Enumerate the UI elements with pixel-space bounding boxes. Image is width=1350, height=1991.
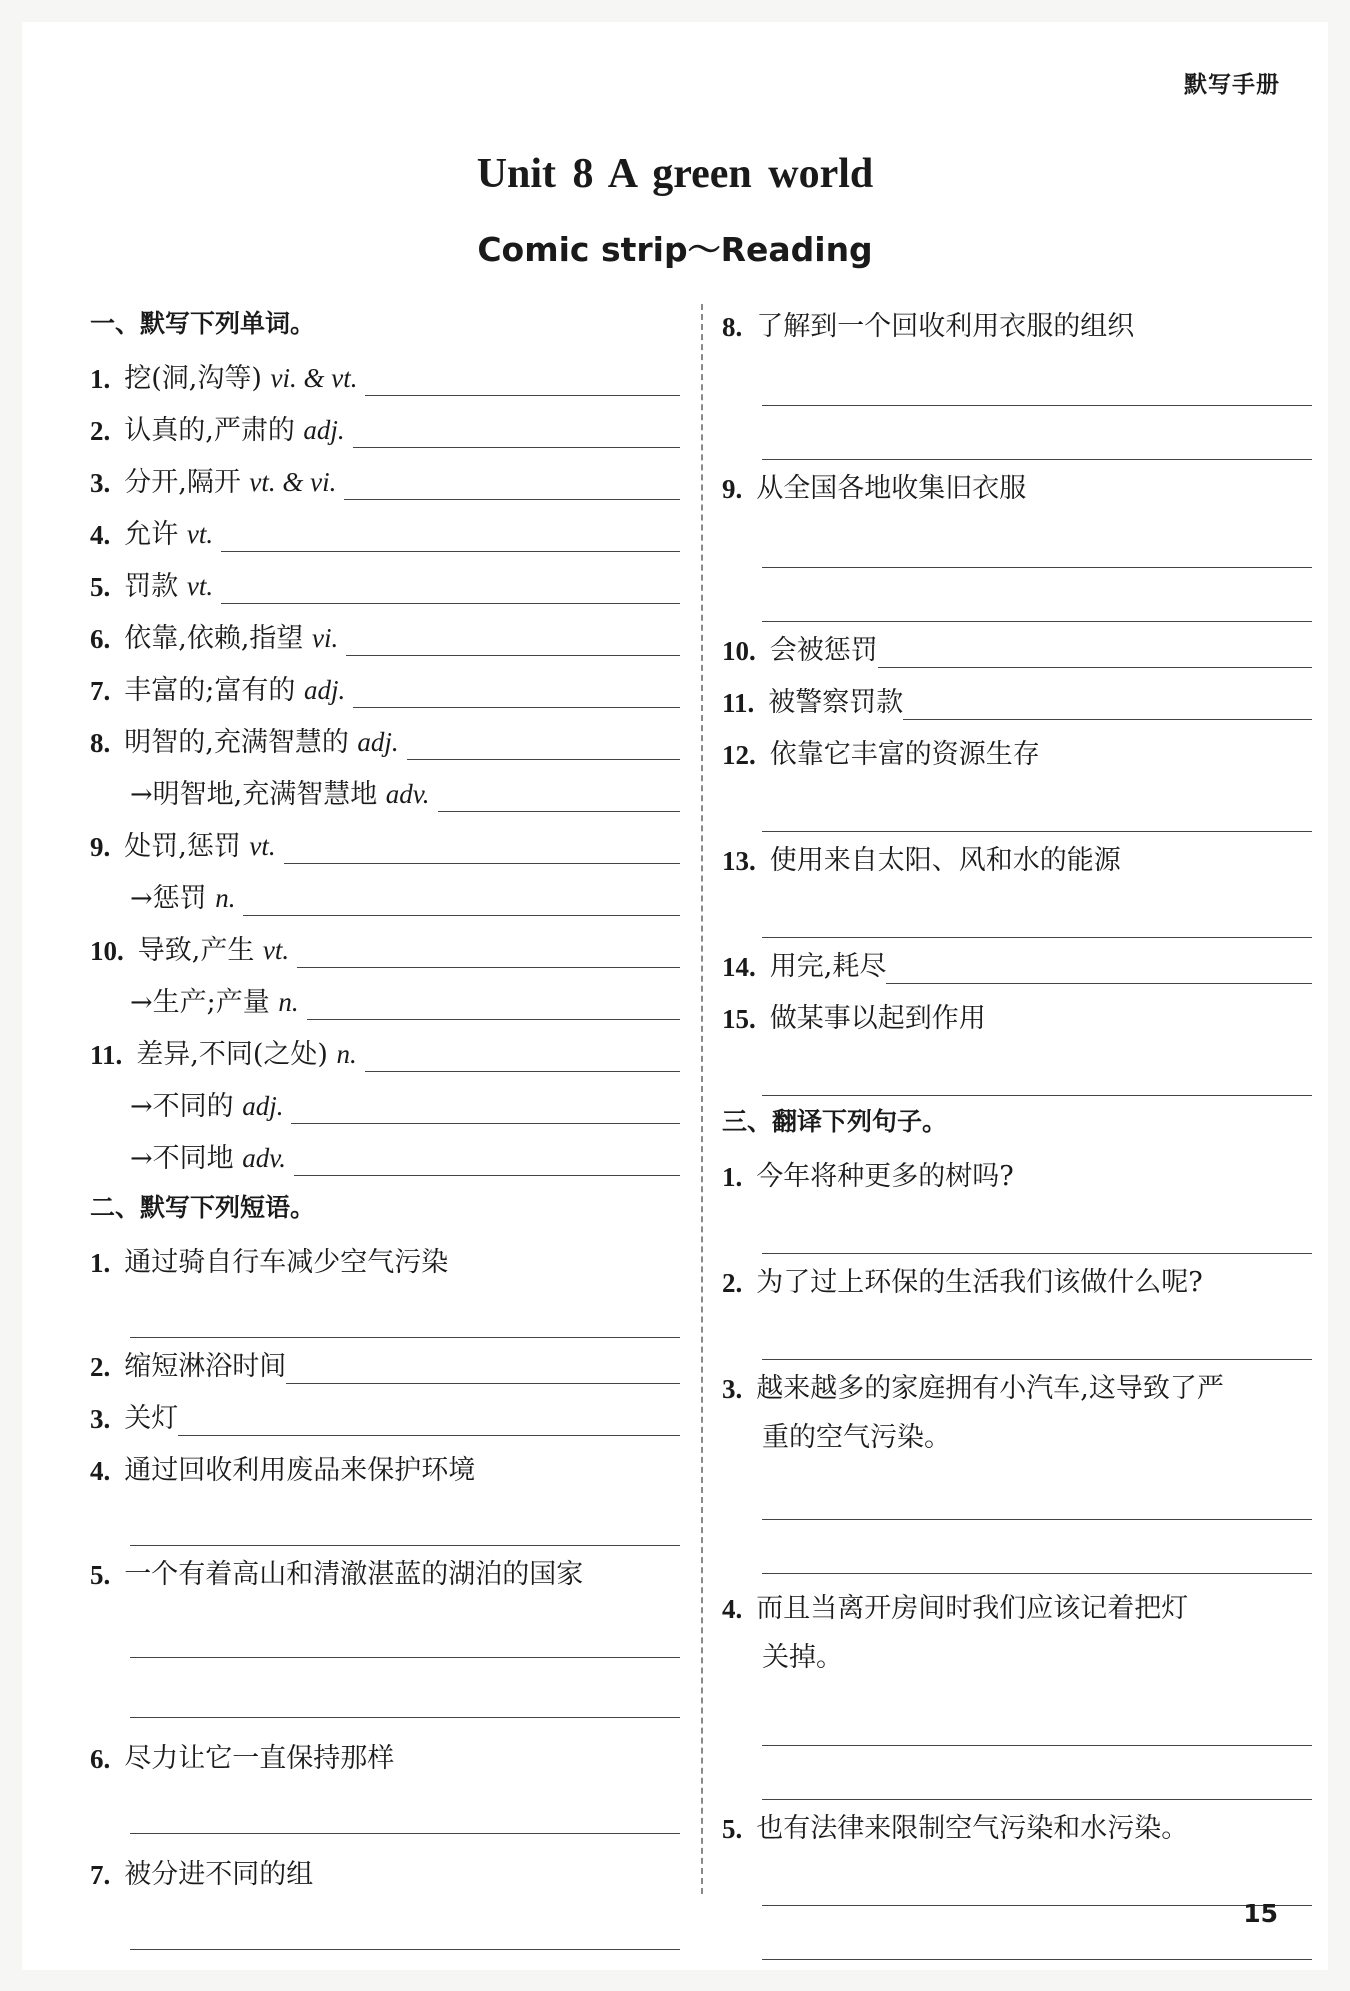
right-column xyxy=(722,298,1312,1960)
answer-line[interactable] xyxy=(878,637,1312,668)
answer-line[interactable] xyxy=(762,1906,1312,1960)
word-item-derived: →惩罚 n. xyxy=(90,870,680,922)
word-item-derived: →明智地,充满智慧地 adv. xyxy=(90,766,680,818)
answer-line[interactable] xyxy=(178,1405,680,1436)
sentence-item: 5. 也有法律来限制空气污染和水污染。 xyxy=(722,1813,1189,1844)
phrase-item: 1. 通过骑自行车减少空气污染 xyxy=(90,1247,449,1278)
answer-line[interactable] xyxy=(286,1353,680,1384)
phrase-item: 7. 被分进不同的组 xyxy=(90,1859,314,1890)
answer-line[interactable] xyxy=(221,573,680,604)
phrase-item: 13. 使用来自太阳、风和水的能源 xyxy=(722,845,1121,876)
word-item: 8. 明智的,充满智慧的 adj. xyxy=(90,714,680,766)
word-item: 6. 依靠,依赖,指望 vi. xyxy=(90,610,680,662)
answer-line[interactable] xyxy=(407,729,680,760)
answer-line[interactable] xyxy=(762,406,1312,460)
answer-line[interactable] xyxy=(762,1746,1312,1800)
page-number: 15 xyxy=(1243,1899,1278,1928)
phrase-item: 5. 一个有着高山和清澈湛蓝的湖泊的国家 xyxy=(90,1559,584,1590)
answer-line[interactable] xyxy=(291,1093,680,1124)
sentence-item: 4. 而且当离开房间时我们应该记着把灯 xyxy=(722,1593,1189,1624)
word-item: 1. 挖(洞,沟等) vi. & vt. xyxy=(90,350,680,402)
answer-line[interactable] xyxy=(762,778,1312,832)
answer-line[interactable] xyxy=(307,989,680,1020)
answer-line[interactable] xyxy=(346,625,680,656)
page-subtitle: Comic strip～Reading xyxy=(477,230,873,269)
phrase-item: 8. 了解到一个回收利用衣服的组织 xyxy=(722,311,1135,342)
word-item-derived: →不同地 adv. xyxy=(90,1130,680,1182)
answer-line[interactable] xyxy=(294,1145,680,1176)
left-column xyxy=(90,298,680,1950)
answer-line[interactable] xyxy=(886,953,1312,984)
word-item: 5. 罚款 vt. xyxy=(90,558,680,610)
answer-line[interactable] xyxy=(344,469,680,500)
phrase-item: 4. 通过回收利用废品来保护环境 xyxy=(90,1455,476,1486)
answer-line[interactable] xyxy=(243,885,680,916)
answer-line[interactable] xyxy=(903,689,1312,720)
word-item-derived: →不同的 adj. xyxy=(90,1078,680,1130)
section-title-sentences: 三、翻译下列句子。 xyxy=(722,1107,948,1136)
worksheet-page xyxy=(22,22,1328,1970)
answer-line[interactable] xyxy=(762,1306,1312,1360)
answer-line[interactable] xyxy=(365,1041,680,1072)
answer-line[interactable] xyxy=(762,884,1312,938)
word-item-derived: →生产;产量 n. xyxy=(90,974,680,1026)
answer-line[interactable] xyxy=(130,1658,680,1718)
word-item: 2. 认真的,严肃的 adj. xyxy=(90,402,680,454)
sentence-item: 1. 今年将种更多的树吗? xyxy=(722,1161,1014,1192)
phrase-item: 3. 关灯 xyxy=(90,1390,680,1442)
word-item: 10. 导致,产生 vt. xyxy=(90,922,680,974)
answer-line[interactable] xyxy=(762,568,1312,622)
answer-line[interactable] xyxy=(365,365,680,396)
answer-line[interactable] xyxy=(284,833,680,864)
column-divider xyxy=(701,304,703,1894)
sentence-continuation: 关掉。 xyxy=(762,1642,843,1673)
word-item: 9. 处罚,惩罚 vt. xyxy=(90,818,680,870)
word-item: 7. 丰富的;富有的 adj. xyxy=(90,662,680,714)
answer-line[interactable] xyxy=(762,1684,1312,1746)
sentence-continuation: 重的空气污染。 xyxy=(762,1422,951,1453)
section-title-phrases: 二、默写下列短语。 xyxy=(90,1193,316,1222)
sentence-item: 2. 为了过上环保的生活我们该做什么呢? xyxy=(722,1267,1203,1298)
answer-line[interactable] xyxy=(762,350,1312,406)
section-title-words: 一、默写下列单词。 xyxy=(90,309,316,338)
phrase-item: 15. 做某事以起到作用 xyxy=(722,1003,986,1034)
answer-line[interactable] xyxy=(762,1464,1312,1520)
answer-line[interactable] xyxy=(297,937,680,968)
header-tag: 默写手册 xyxy=(1184,72,1280,98)
phrase-item: 11. 被警察罚款 xyxy=(722,674,1312,726)
answer-line[interactable] xyxy=(130,1494,680,1546)
answer-line[interactable] xyxy=(762,1852,1312,1906)
phrase-item: 6. 尽力让它一直保持那样 xyxy=(90,1743,395,1774)
page-title: Unit 8 A green world xyxy=(476,151,874,197)
answer-line[interactable] xyxy=(130,1782,680,1834)
answer-line[interactable] xyxy=(130,1598,680,1658)
sentence-item: 3. 越来越多的家庭拥有小汽车,这导致了严 xyxy=(722,1373,1224,1404)
word-item: 3. 分开,隔开 vt. & vi. xyxy=(90,454,680,506)
word-item: 11. 差异,不同(之处) n. xyxy=(90,1026,680,1078)
phrase-item: 10. 会被惩罚 xyxy=(722,622,1312,674)
answer-line[interactable] xyxy=(762,1520,1312,1574)
answer-line[interactable] xyxy=(130,1898,680,1950)
phrase-item: 14. 用完,耗尽 xyxy=(722,938,1312,990)
answer-line[interactable] xyxy=(353,417,680,448)
phrase-item: 9. 从全国各地收集旧衣服 xyxy=(722,473,1027,504)
answer-line[interactable] xyxy=(762,1042,1312,1096)
answer-line[interactable] xyxy=(438,781,680,812)
answer-line[interactable] xyxy=(762,512,1312,568)
answer-line[interactable] xyxy=(353,677,680,708)
phrase-item: 2. 缩短淋浴时间 xyxy=(90,1338,680,1390)
answer-line[interactable] xyxy=(221,521,680,552)
answer-line[interactable] xyxy=(130,1286,680,1338)
phrase-item: 12. 依靠它丰富的资源生存 xyxy=(722,739,1040,770)
word-item: 4. 允许 vt. xyxy=(90,506,680,558)
answer-line[interactable] xyxy=(762,1200,1312,1254)
